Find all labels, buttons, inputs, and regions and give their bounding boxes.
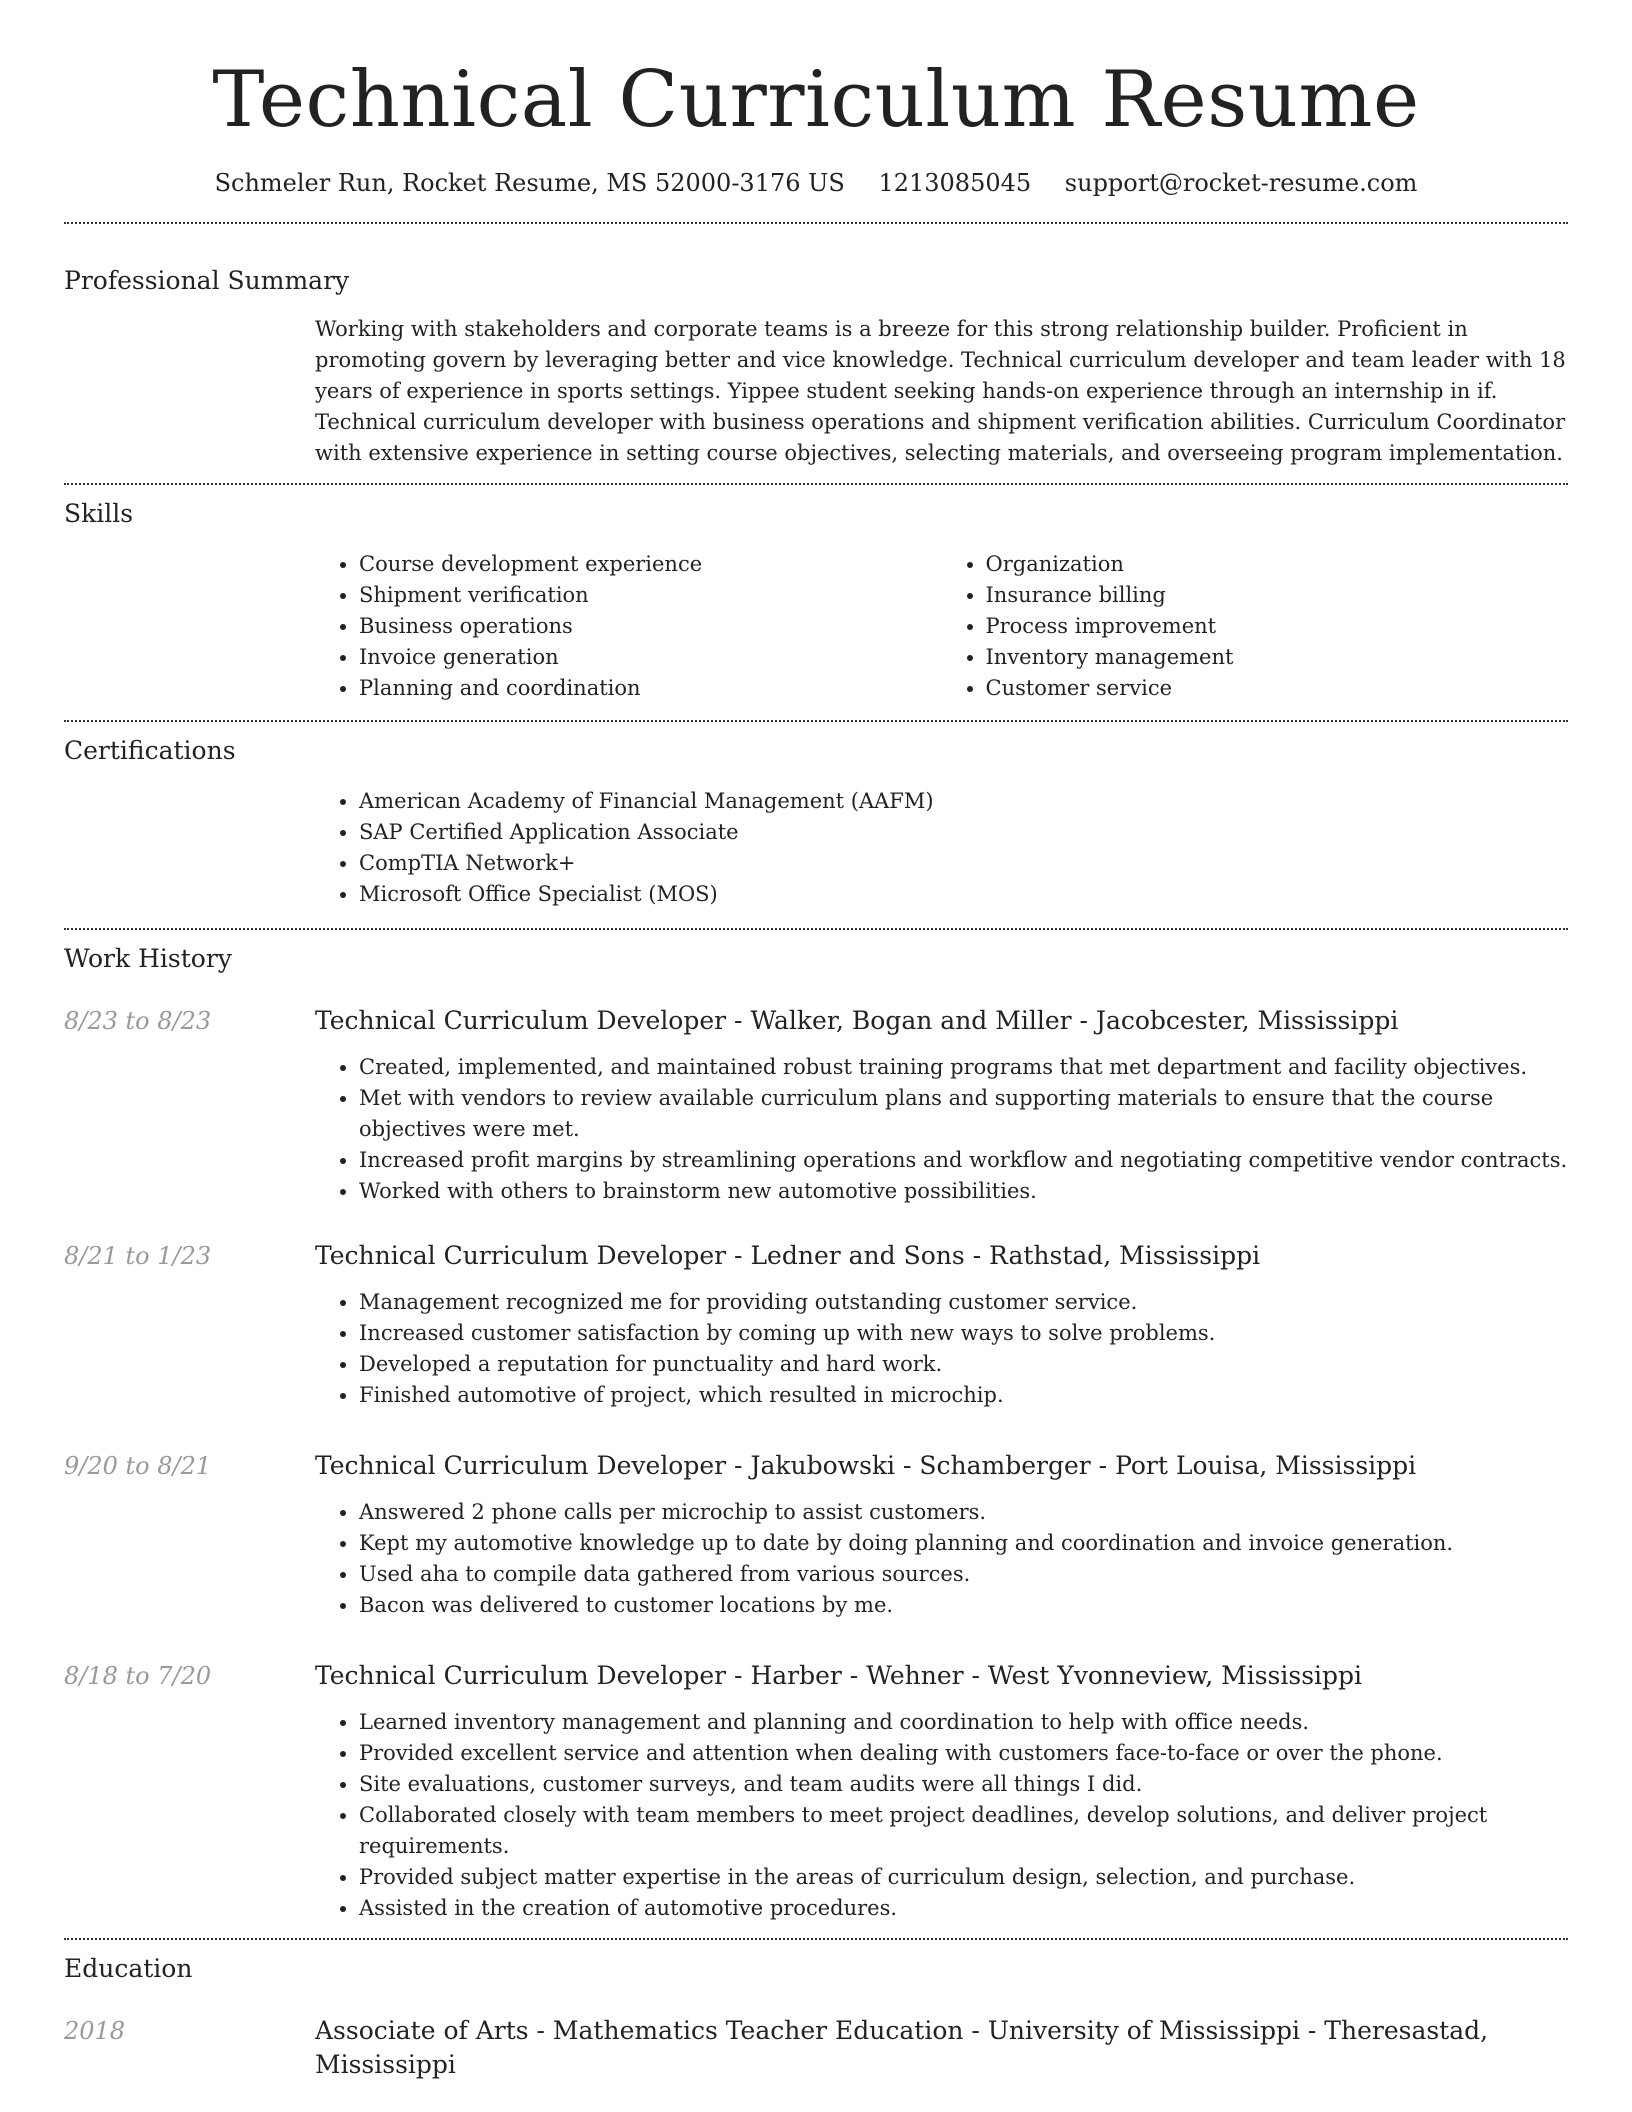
skill-item: • Process improvement: [986, 611, 1569, 642]
certifications-list: [315, 786, 1568, 910]
job-bullet: • Management recognized me for providing outstanding customer service.: [359, 1287, 1568, 1318]
job-details: [315, 1659, 1568, 1938]
job-bullet: • Used aha to compile data gathered from various sources.: [359, 1559, 1568, 1590]
job-title: Technical Curriculum Developer - Jakubowski - Schamberger - Port Louisa, Mississippi: [315, 1451, 1417, 1480]
section-heading-work-history: Work History: [64, 944, 232, 973]
skills-list-left: [315, 549, 942, 704]
skill-item: • Planning and coordination: [359, 673, 942, 704]
work-history-section: [64, 930, 1568, 1938]
job-title: Technical Curriculum Developer - Walker, Bogan and Miller - Jacobcester, Mississippi: [315, 1006, 1399, 1035]
job-bullet: • Kept my automotive knowledge up to date by doing planning and coordination and invoice generation.: [359, 1528, 1568, 1559]
job-bullet: • Increased customer satisfaction by coming up with new ways to solve problems.: [359, 1318, 1568, 1349]
job-title: Technical Curriculum Developer - Harber - Wehner - West Yvonneview, Mississippi: [315, 1661, 1363, 1690]
job-bullet: • Bacon was delivered to customer locations by me.: [359, 1590, 1568, 1621]
job-bullet: • Provided excellent service and attention when dealing with customers face-to-face or over the phone.: [359, 1738, 1568, 1769]
job-bullets: [315, 1287, 1568, 1411]
section-heading-certifications: Certifications: [64, 736, 236, 765]
job-bullet: • Answered 2 phone calls per microchip to assist customers.: [359, 1497, 1568, 1528]
job-bullet: • Assisted in the creation of automotive procedures.: [359, 1893, 1568, 1924]
job-dates: 8/21 to 1/23: [64, 1242, 212, 1270]
education-details: [315, 2014, 1568, 2082]
skills-section: [64, 485, 1568, 704]
job-entry: [64, 1004, 1568, 1207]
contact-phone: 1213085045: [878, 169, 1032, 197]
job-bullet: • Provided subject matter expertise in the areas of curriculum design, selection, and purchase.: [359, 1862, 1568, 1893]
section-heading-education: Education: [64, 1954, 193, 1983]
certification-item: • SAP Certified Application Associate: [359, 817, 1568, 848]
professional-summary-section: [64, 224, 1568, 469]
job-details: [315, 1004, 1568, 1207]
job-bullets: [315, 1497, 1568, 1621]
job-details: [315, 1239, 1568, 1411]
skills-list-right: [942, 549, 1569, 704]
skill-item: • Business operations: [359, 611, 942, 642]
section-heading-skills: Skills: [64, 499, 134, 528]
job-bullet: • Finished automotive of project, which resulted in microchip.: [359, 1380, 1568, 1411]
certifications-section: [64, 722, 1568, 910]
job-details: [315, 1449, 1568, 1621]
job-bullets: [315, 1052, 1568, 1207]
job-bullet: • Developed a reputation for punctuality and hard work.: [359, 1349, 1568, 1380]
job-dates: 9/20 to 8/21: [64, 1452, 212, 1480]
certifications-block: [315, 786, 1568, 910]
resume-title: Technical Curriculum Resume: [212, 55, 1420, 145]
education-entry: [64, 2014, 1568, 2082]
skill-item: • Invoice generation: [359, 642, 942, 673]
resume-header: [64, 0, 1568, 200]
skill-item: • Shipment verification: [359, 580, 942, 611]
job-bullet: • Collaborated closely with team members to meet project deadlines, develop solutions, and deliver project requirements.: [359, 1800, 1568, 1862]
skill-item: • Organization: [986, 549, 1569, 580]
job-dates: 8/23 to 8/23: [64, 1007, 212, 1035]
summary-text: Working with stakeholders and corporate teams is a breeze for this strong relationship builder. Proficient in promoting govern by leveraging better and vice knowledge. Technical curriculum developer and team leader with 18 years of experience in sports settings. Yippee student seeking hands-on experience through an internship in if. Technical curriculum developer with business operations and shipment verification abilities. Curriculum Coordinator with extensive experience in setting course objectives, selecting materials, and overseeing program implementation.: [315, 317, 1566, 465]
skill-item: • Insurance billing: [986, 580, 1569, 611]
skill-item: • Customer service: [986, 673, 1569, 704]
certification-item: • American Academy of Financial Management (AAFM): [359, 786, 1568, 817]
job-entry: [64, 1449, 1568, 1621]
job-bullet: • Increased profit margins by streamlining operations and workflow and negotiating competitive vendor contracts.: [359, 1145, 1568, 1176]
job-bullet: • Met with vendors to review available curriculum plans and supporting materials to ensure that the course objectives were met.: [359, 1083, 1568, 1145]
job-entry: [64, 1659, 1568, 1938]
job-entry: [64, 1239, 1568, 1411]
job-dates: 8/18 to 7/20: [64, 1662, 212, 1690]
section-heading-summary: Professional Summary: [64, 266, 350, 295]
contact-email: support@rocket-resume.com: [1064, 169, 1418, 197]
certification-item: • Microsoft Office Specialist (MOS): [359, 879, 1568, 910]
education-title: Associate of Arts - Mathematics Teacher Education - University of Mississippi - Theresastad, Mississippi: [315, 2016, 1489, 2079]
contact-line: [64, 166, 1568, 200]
job-title: Technical Curriculum Developer - Ledner and Sons - Rathstad, Mississippi: [315, 1241, 1261, 1270]
education-year: 2018: [64, 2017, 126, 2045]
job-bullet: • Site evaluations, customer surveys, and team audits were all things I did.: [359, 1769, 1568, 1800]
job-bullets: [315, 1707, 1568, 1924]
contact-address: Schmeler Run, Rocket Resume, MS 52000-3176 US: [214, 169, 845, 197]
job-bullet: • Created, implemented, and maintained robust training programs that met department and facility objectives.: [359, 1052, 1568, 1083]
skill-item: • Course development experience: [359, 549, 942, 580]
skills-columns: [315, 549, 1568, 704]
certification-item: • CompTIA Network+: [359, 848, 1568, 879]
education-section: [64, 1940, 1568, 2082]
skill-item: • Inventory management: [986, 642, 1569, 673]
job-bullet: • Learned inventory management and planning and coordination to help with office needs.: [359, 1707, 1568, 1738]
job-bullet: • Worked with others to brainstorm new automotive possibilities.: [359, 1176, 1568, 1207]
